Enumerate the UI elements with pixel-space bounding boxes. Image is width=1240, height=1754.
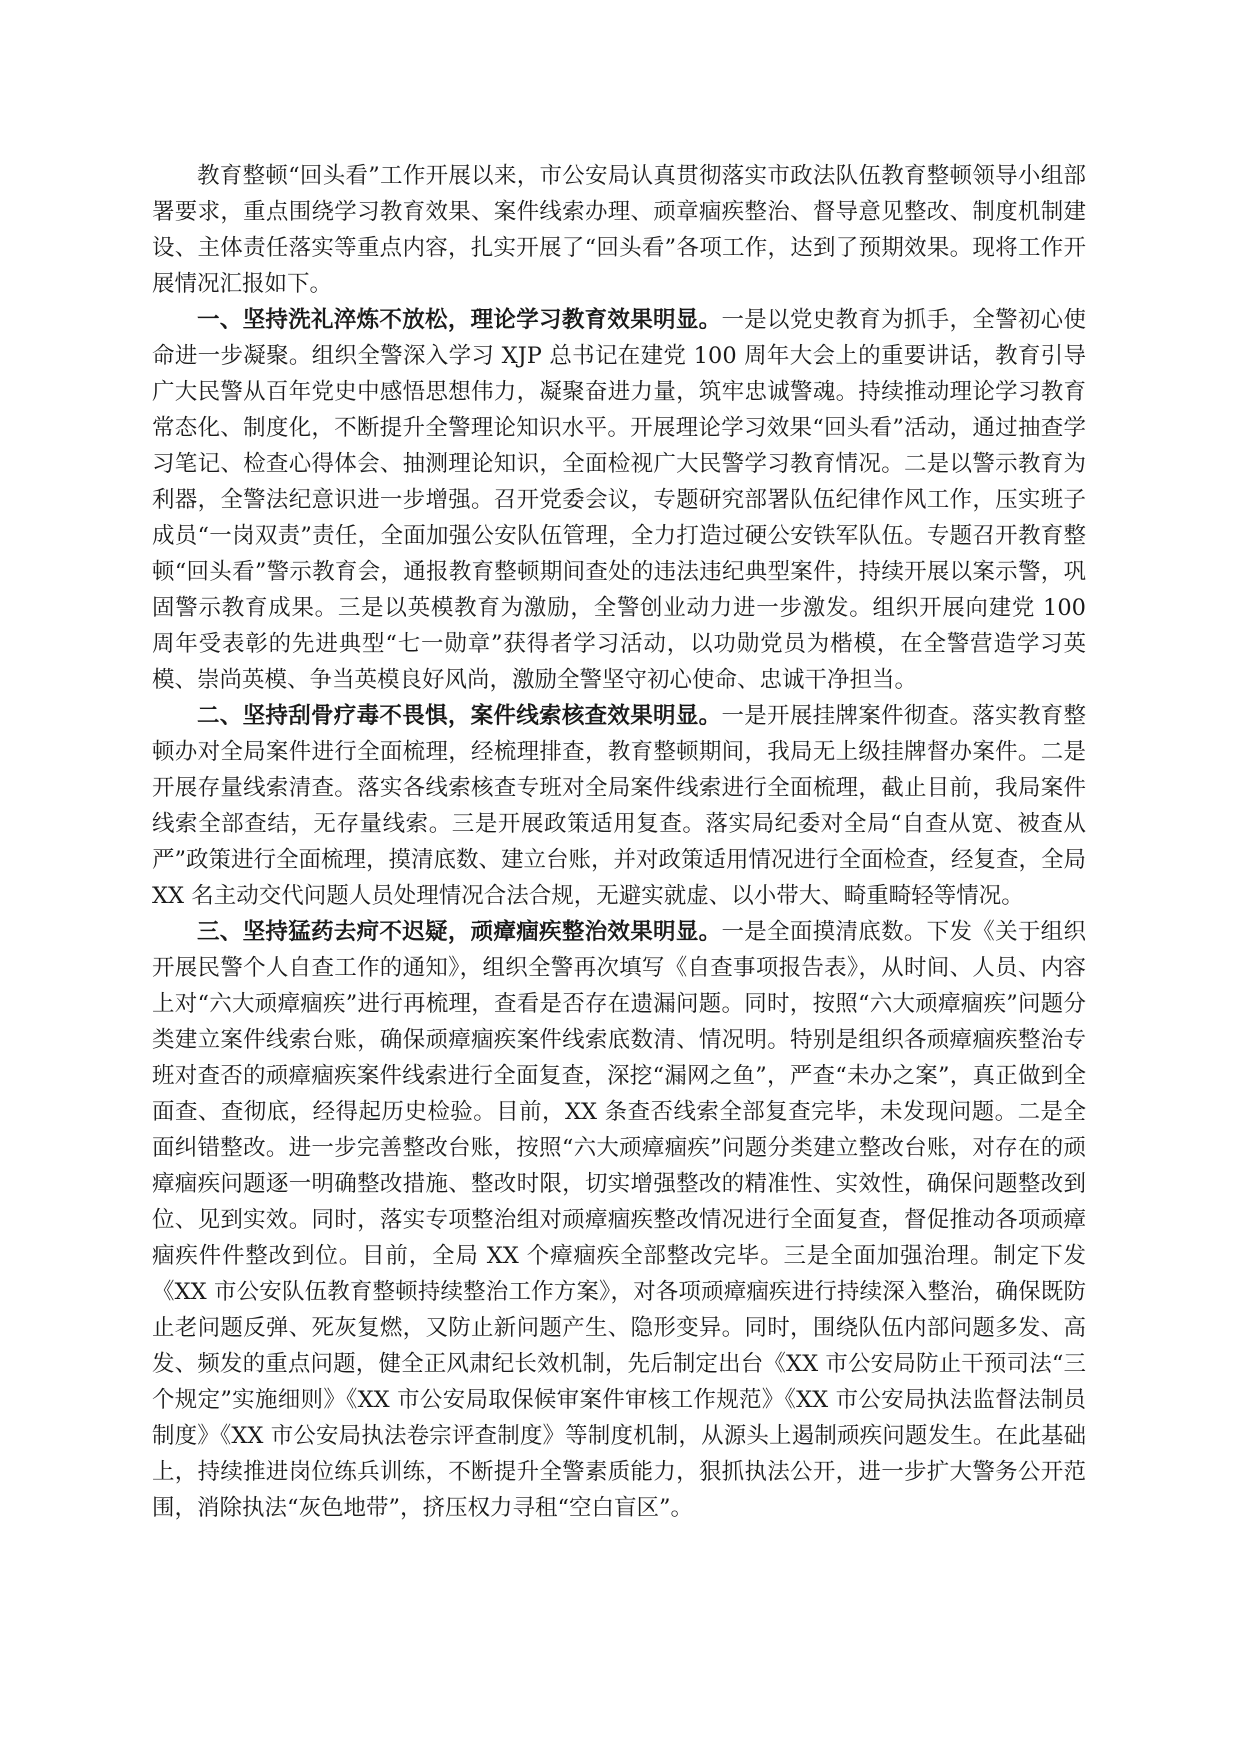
section-1-body: 一是以党史教育为抓手，全警初心使命进一步凝聚。组织全警深入学习 XJP 总书记在建党 100 周年大会上的重要讲话，教育引导广大民警从百年党史中感悟思想伟力，凝聚奋进力量，筑牢忠诚警魂。持续推动理论学习教育常态化、制度化，不断提升全警理论知识水平。开展理论学习效果“回头看”活动，通过抽查学习笔记、检查心得体会、抽测理论知识，全面检视广大民警学习教育情况。二是以警示教育为利器，全警法纪意识进一步增强。召开党委会议，专题研究部署队伍纪律作风工作，压实班子成员“一岗双责”责任，全面加强公安队伍管理，全力打造过硬公安铁军队伍。专题召开教育整顿“回头看”警示教育会，通报教育整顿期间查处的违法违纪典型案件，持续开展以案示警，巩固警示教育成果。三是以英模教育为激励，全警创业动力进一步激发。组织开展向建党 100 周年受表彰的先进典型“七一勋章”获得者学习活动，以功勋党员为楷模，在全警营造学习英模、崇尚英模、争当英模良好风尚，激励全警坚守初心使命、忠诚干净担当。: [152, 307, 1086, 693]
section-2-body: 一是开展挂牌案件彻查。落实教育整顿办对全局案件进行全面梳理，经梳理排查，教育整顿期间，我局无上级挂牌督办案件。二是开展存量线索清查。落实各线索核查专班对全局案件线索进行全面梳理，截止目前，我局案件线索全部查结，无存量线索。三是开展政策适用复查。落实局纪委对全局“自查从宽、被查从严”政策进行全面梳理，摸清底数、建立台账，并对政策适用情况进行全面检查，经复查，全局 XX 名主动交代问题人员处理情况合法合规，无避实就虚、以小带大、畸重畸轻等情况。: [152, 703, 1087, 909]
document-body: [152, 158, 1086, 1526]
section-2-heading: 二、坚持刮骨疗毒不畏惧，案件线索核查效果明显。: [197, 703, 722, 729]
section-3-heading: 三、坚持猛药去疴不迟疑，顽瘴痼疾整治效果明显。: [197, 919, 722, 945]
section-3-paragraph: [152, 914, 1086, 1526]
section-1-paragraph: [152, 302, 1086, 698]
section-2-paragraph: [152, 698, 1086, 914]
intro-text: 教育整顿“回头看”工作开展以来，市公安局认真贯彻落实市政法队伍教育整顿领导小组部署要求，重点围绕学习教育效果、案件线索办理、顽章痼疾整治、督导意见整改、制度机制建设、主体责任落实等重点内容，扎实开展了“回头看”各项工作，达到了预期效果。现将工作开展情况汇报如下。: [152, 163, 1086, 297]
section-1-heading: 一、坚持洗礼淬炼不放松，理论学习教育效果明显。: [197, 307, 722, 333]
intro-paragraph: [152, 158, 1086, 302]
section-3-body: 一是全面摸清底数。下发《关于组织开展民警个人自查工作的通知》，组织全警再次填写《自查事项报告表》，从时间、人员、内容上对“六大顽瘴痼疾”进行再梳理，查看是否存在遗漏问题。同时，按照“六大顽瘴痼疾”问题分类建立案件线索台账，确保顽瘴痼疾案件线索底数清、情况明。特别是组织各顽瘴痼疾整治专班对查否的顽瘴痼疾案件线索进行全面复查，深挖“漏网之鱼”，严查“未办之案”，真正做到全面查、查彻底，经得起历史检验。目前，XX 条查否线索全部复查完毕，未发现问题。二是全面纠错整改。进一步完善整改台账，按照“六大顽瘴痼疾”问题分类建立整改台账，对存在的顽瘴痼疾问题逐一明确整改措施、整改时限，切实增强整改的精准性、实效性，确保问题整改到位、见到实效。同时，落实专项整治组对顽瘴痼疾整改情况进行全面复查，督促推动各项顽瘴痼疾件件整改到位。目前，全局 XX 个瘴痼疾全部整改完毕。三是全面加强治理。制定下发《XX 市公安队伍教育整顿持续整治工作方案》，对各项顽瘴痼疾进行持续深入整治，确保既防止老问题反弹、死灰复燃，又防止新问题产生、隐形变异。同时，围绕队伍内部问题多发、高发、频发的重点问题，健全正风肃纪长效机制，先后制定出台《XX 市公安局防止干预司法“三个规定”实施细则》《XX 市公安局取保候审案件审核工作规范》《XX 市公安局执法监督法制员制度》《XX 市公安局执法卷宗评查制度》等制度机制，从源头上遏制顽疾问题发生。在此基础上，持续推进岗位练兵训练，不断提升全警素质能力，狠抓执法公开，进一步扩大警务公开范围，消除执法“灰色地带”，挤压权力寻租“空白盲区”。: [152, 919, 1086, 1521]
